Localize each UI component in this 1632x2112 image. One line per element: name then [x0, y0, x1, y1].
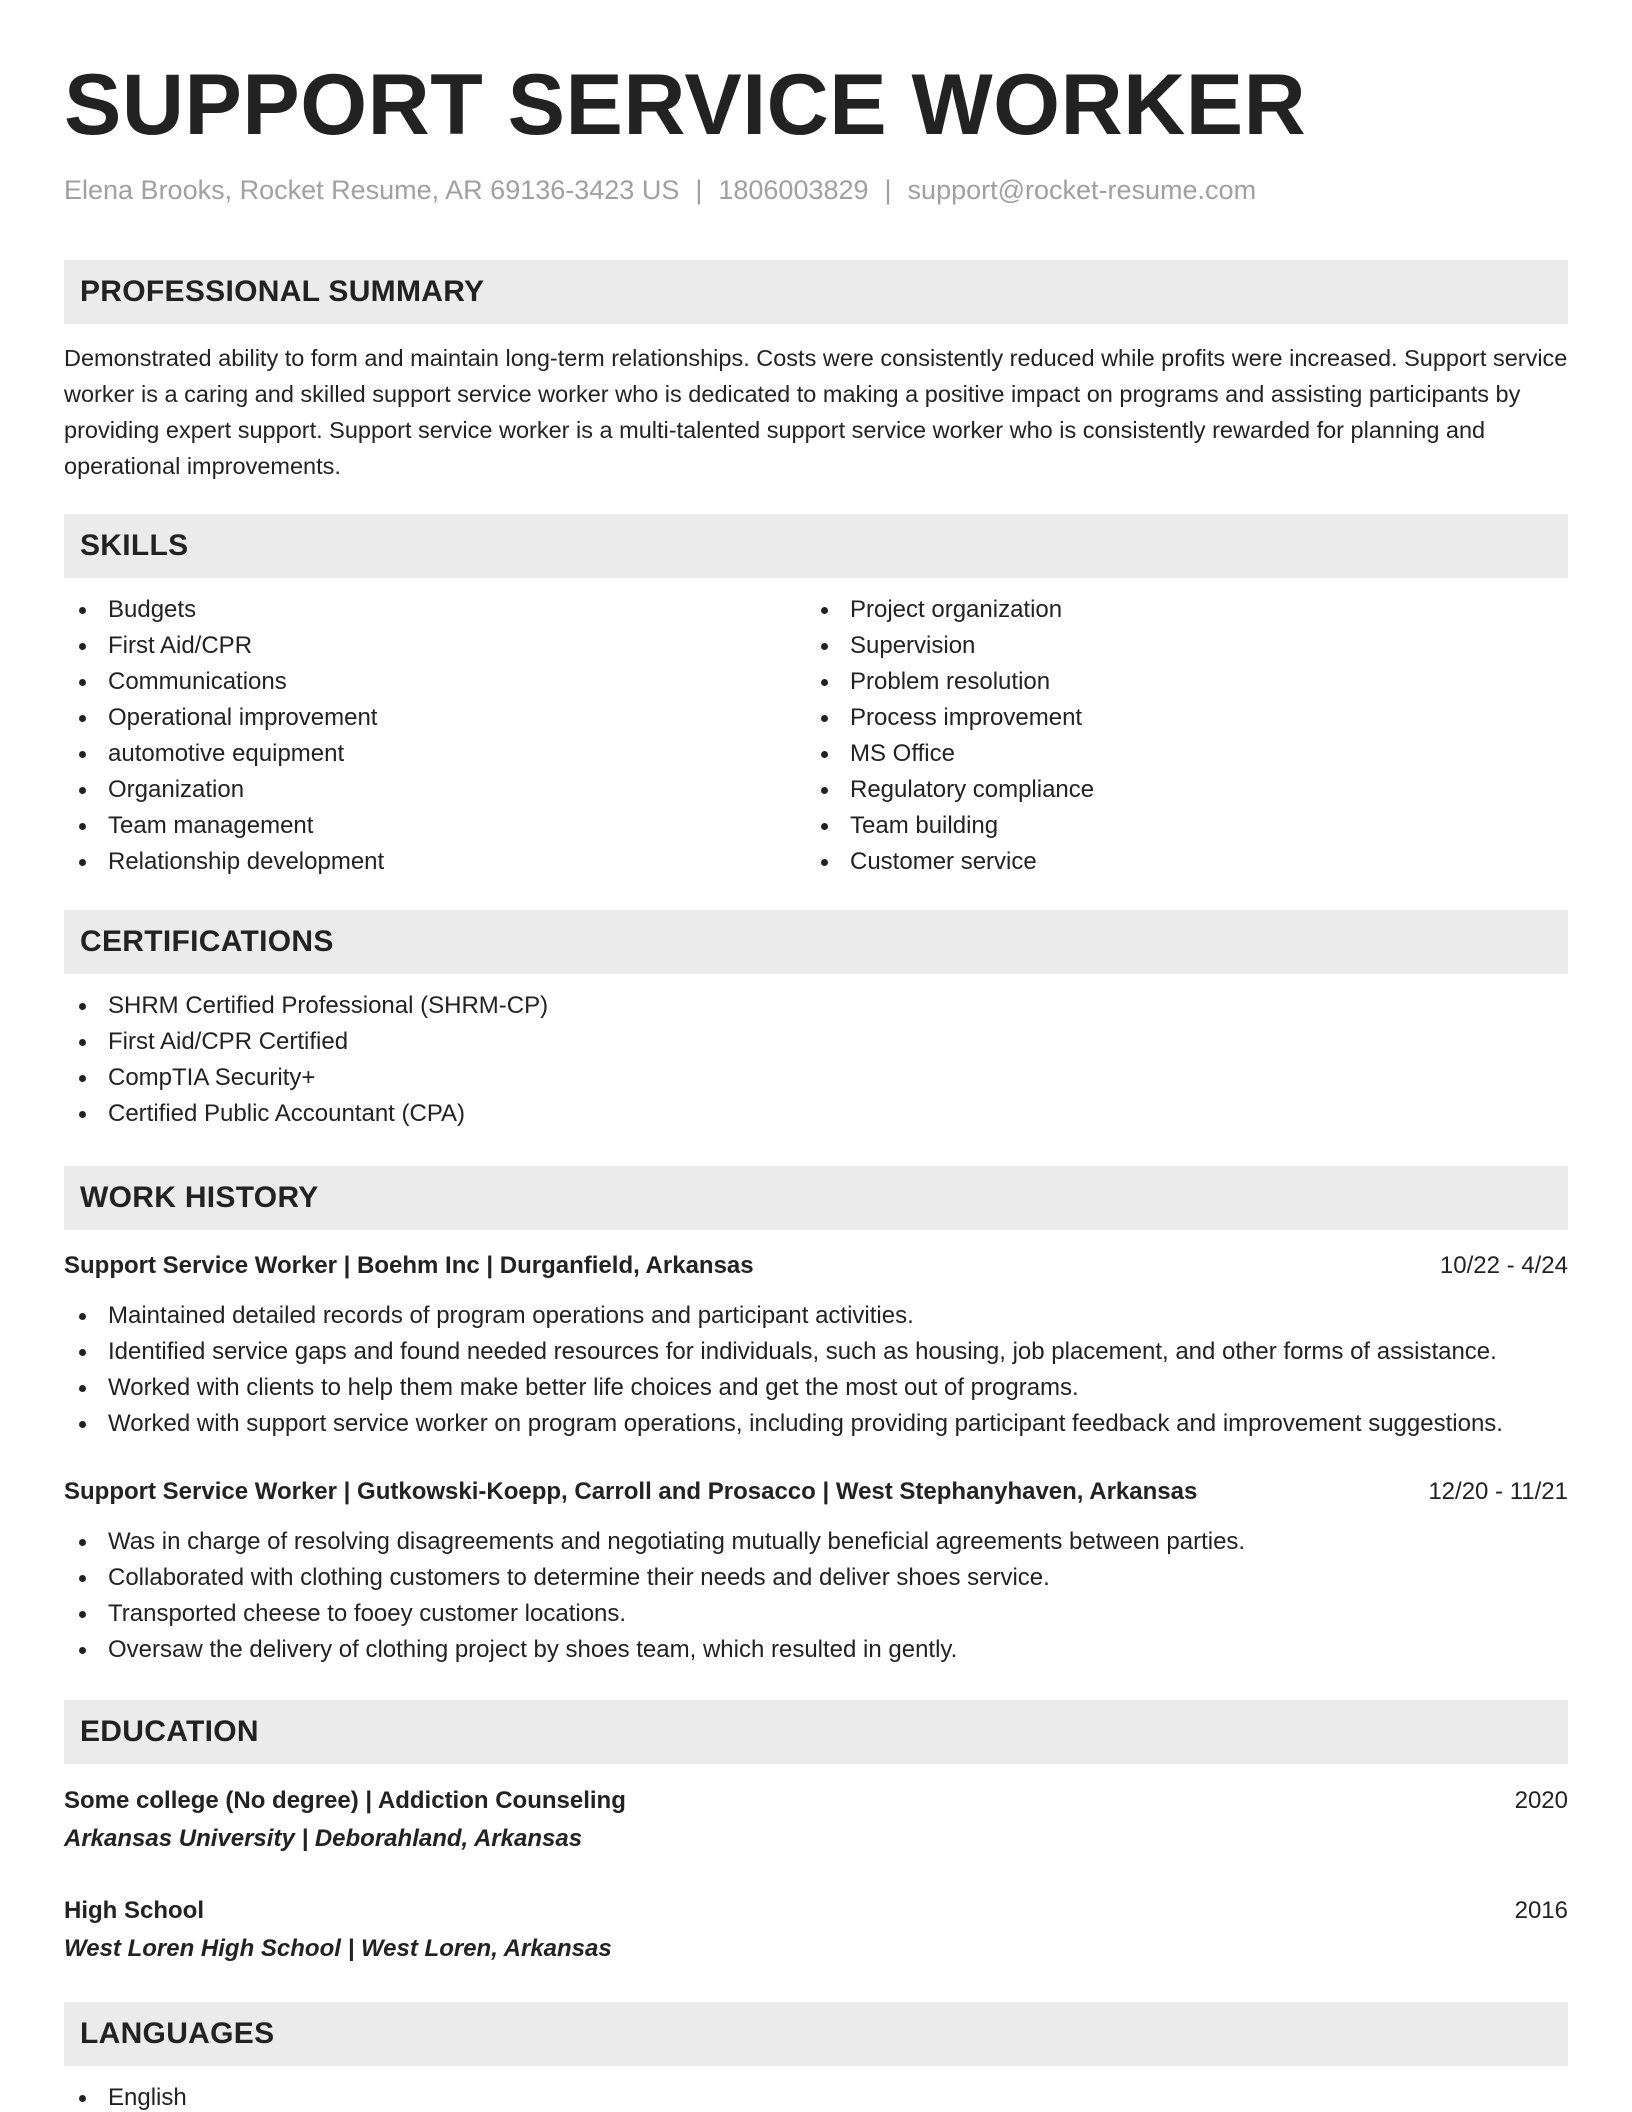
job-entry [64, 1248, 1568, 1442]
skills-column-left [64, 592, 806, 880]
education-year: 2016 [1514, 1896, 1568, 1924]
language-item: English [64, 2080, 1568, 2112]
education-header [64, 1782, 1568, 1820]
job-title: Support Service Worker | Gutkowski-Koepp, Carroll and Prosacco | West Stephanyhaven, Arkansas [64, 1477, 1198, 1505]
certification-item: CompTIA Security+ [64, 1060, 1568, 1096]
contact-line [64, 173, 1568, 208]
job-bullet: Transported cheese to fooey customer locations. [64, 1596, 1568, 1632]
skills-heading: SKILLS [64, 514, 1568, 578]
education-school: West Loren High School | West Loren, Arkansas [64, 1934, 612, 1962]
education-entry [64, 1782, 1568, 1858]
skill-item: Supervision [806, 628, 1548, 664]
education-heading: EDUCATION [64, 1700, 1568, 1764]
certification-item: SHRM Certified Professional (SHRM-CP) [64, 988, 1568, 1024]
skills-column-right [806, 592, 1548, 880]
job-bullet: Was in charge of resolving disagreements and negotiating mutually beneficial agreements between parties. [64, 1524, 1568, 1560]
job-bullet: Identified service gaps and found needed resources for individuals, such as housing, job placement, and other forms of assistance. [64, 1334, 1568, 1370]
skill-item: Customer service [806, 844, 1548, 880]
job-bullet: Worked with support service worker on program operations, including providing participant feedback and improvement suggestions. [64, 1406, 1568, 1442]
job-dates: 12/20 - 11/21 [1428, 1477, 1568, 1505]
skill-item: Team building [806, 808, 1548, 844]
skill-item: Relationship development [64, 844, 806, 880]
job-bullet: Oversaw the delivery of clothing project by shoes team, which resulted in gently. [64, 1632, 1568, 1668]
job-bullet: Collaborated with clothing customers to determine their needs and deliver shoes service. [64, 1560, 1568, 1596]
job-header [64, 1248, 1568, 1284]
contact-separator: | [884, 174, 892, 205]
job-bullet: Worked with clients to help them make better life choices and get the most out of programs. [64, 1370, 1568, 1406]
education-degree: Some college (No degree) | Addiction Counseling [64, 1786, 626, 1814]
job-dates: 10/22 - 4/24 [1439, 1251, 1568, 1279]
languages-list [64, 2080, 1568, 2112]
contact-separator: | [695, 174, 703, 205]
contact-phone: 1806003829 [718, 174, 869, 205]
skill-item: Project organization [806, 592, 1548, 628]
skill-item: First Aid/CPR [64, 628, 806, 664]
education-school: Arkansas University | Deborahland, Arkansas [64, 1824, 583, 1852]
certifications-list [64, 988, 1568, 1132]
job-header [64, 1474, 1568, 1510]
education-degree: High School [64, 1896, 204, 1924]
work-history-heading: WORK HISTORY [64, 1166, 1568, 1230]
contact-email[interactable]: support@rocket-resume.com [907, 174, 1257, 205]
skill-item: MS Office [806, 736, 1548, 772]
job-bullets [64, 1298, 1568, 1442]
skill-item: Problem resolution [806, 664, 1548, 700]
job-title: Support Service Worker | Boehm Inc | Durganfield, Arkansas [64, 1251, 754, 1279]
education-header [64, 1892, 1568, 1930]
education-entry [64, 1892, 1568, 1968]
skill-item: Team management [64, 808, 806, 844]
summary-text: Demonstrated ability to form and maintain long-term relationships. Costs were consistently reduced while profits were increased. Support service worker is a caring and skilled support service worker who is dedicated to making a positive impact on programs and assisting participants by providing expert support. Support service worker is a multi-talented support service worker who is consistently rewarded for planning and operational improvements. [64, 344, 1568, 479]
skill-item: Organization [64, 772, 806, 808]
certification-item: Certified Public Accountant (CPA) [64, 1096, 1568, 1132]
job-bullet: Maintained detailed records of program operations and participant activities. [64, 1298, 1568, 1334]
skill-item: Process improvement [806, 700, 1548, 736]
skill-item: Communications [64, 664, 806, 700]
contact-address: Elena Brooks, Rocket Resume, AR 69136-3423 US [64, 174, 680, 205]
skills-grid [64, 592, 1568, 880]
skill-item: Regulatory compliance [806, 772, 1548, 808]
certifications-heading: CERTIFICATIONS [64, 910, 1568, 974]
skill-item: Budgets [64, 592, 806, 628]
job-bullets [64, 1524, 1568, 1668]
job-entry [64, 1474, 1568, 1668]
languages-heading: LANGUAGES [64, 2002, 1568, 2066]
certification-item: First Aid/CPR Certified [64, 1024, 1568, 1060]
skill-item: Operational improvement [64, 700, 806, 736]
education-year: 2020 [1514, 1786, 1568, 1814]
skill-item: automotive equipment [64, 736, 806, 772]
summary-heading: PROFESSIONAL SUMMARY [64, 260, 1568, 324]
resume-title: SUPPORT SERVICE WORKER [64, 57, 1307, 153]
